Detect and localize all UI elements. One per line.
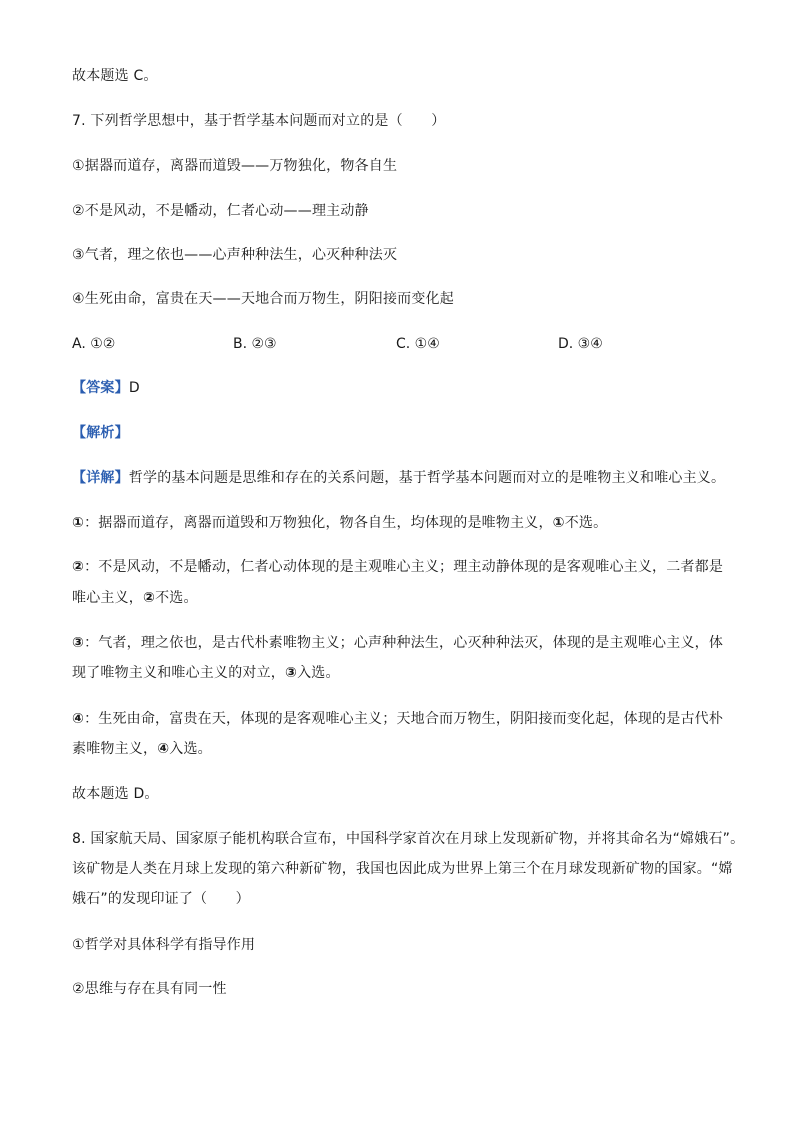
analysis-line	[72, 423, 129, 443]
explanation-4-text-cont: 素唯物主义，	[72, 741, 158, 757]
explanation-4-mark-2: ④	[157, 741, 170, 757]
explanation-4-mark: ④	[72, 711, 85, 727]
explanation-4-line-2	[72, 739, 212, 759]
option-a: A. ①②	[72, 336, 116, 352]
explanation-3-line-1	[72, 633, 723, 653]
detail-text: 哲学的基本问题是思维和存在的关系问题，基于哲学基本问题而对立的是唯物主义和唯心主义。	[128, 470, 726, 486]
answer-line	[72, 378, 140, 398]
explanation-3-line-2	[72, 663, 340, 683]
option-c: C. ①④	[396, 336, 440, 352]
question-8-statement-1: ①哲学对具体科学有指导作用	[72, 937, 256, 953]
question-7-statement-4: ④生死由命，富贵在天——天地合而万物生，阴阳接而变化起	[72, 291, 454, 307]
answer-value: D	[128, 380, 140, 396]
explanation-1-text: ：据器而道存，离器而道毁和万物独化，物各自生，均体现的是唯物主义，	[84, 515, 553, 531]
question-7-statement-3: ③气者，理之依也——心声种种法生，心灭种种法灭	[72, 247, 398, 263]
question-7-statement-2: ②不是风动，不是幡动，仁者心动——理主动静	[72, 203, 369, 219]
explanation-3-mark-2: ③	[285, 665, 298, 681]
explanation-3-text-cont: 现了唯物主义和唯心主义的对立，	[72, 665, 285, 681]
explanation-2-mark: ②	[72, 559, 85, 575]
explanation-4-verdict: 入选。	[169, 741, 212, 757]
analysis-tag: 【解析】	[72, 425, 129, 441]
question-8-stem-line-1: 8. 国家航天局、国家原子能机构联合宣布，中国科学家首次在月球上发现新矿物，并将其命名为“嫦娥石”。	[72, 831, 745, 847]
explanation-3-verdict: 入选。	[297, 665, 340, 681]
explanation-2-line-1	[72, 557, 723, 577]
question-8-statement-2: ②思维与存在具有同一性	[72, 981, 227, 997]
explanation-1	[72, 513, 607, 533]
detail-tag: 【详解】	[72, 470, 129, 486]
explanation-2-line-2	[72, 588, 198, 608]
explanation-4-line-1	[72, 709, 723, 729]
option-b: B. ②③	[233, 336, 277, 352]
explanation-2-text-cont: 唯心主义，	[72, 590, 143, 606]
explanation-3-mark: ③	[72, 635, 85, 651]
previous-conclusion: 故本题选 C。	[72, 68, 158, 84]
explanation-2-text: ：不是风动，不是幡动，仁者心动体现的是主观唯心主义；理主动静体现的是客观唯心主义，二者都是	[84, 559, 724, 575]
question-7-stem: 7. 下列哲学思想中，基于哲学基本问题而对立的是（ ）	[72, 113, 446, 129]
option-d: D. ③④	[558, 336, 603, 352]
answer-tag: 【答案】	[72, 380, 129, 396]
question-8-stem-line-2: 该矿物是人类在月球上发现的第六种新矿物，我国也因此成为世界上第三个在月球发现新矿物的国家。“嫦	[72, 861, 733, 877]
explanation-1-mark: ①	[72, 515, 85, 531]
explanation-3-text: ：气者，理之依也，是古代朴素唯物主义；心声种种法生，心灭种种法灭，体现的是主观唯心主义，体	[84, 635, 724, 651]
explanation-2-mark-2: ②	[143, 590, 156, 606]
explanation-2-verdict: 不选。	[155, 590, 198, 606]
explanation-1-verdict: 不选。	[564, 515, 608, 531]
question-7-conclusion: 故本题选 D。	[72, 786, 159, 802]
explanation-4-text: ：生死由命，富贵在天，体现的是客观唯心主义；天地合而万物生，阴阳接而变化起，体现的是古代朴	[84, 711, 724, 727]
detail-line	[72, 468, 725, 488]
question-8-stem-line-3: 娥石”的发现印证了（ ）	[72, 891, 250, 907]
explanation-1-mark-2: ①	[552, 515, 565, 531]
question-7-statement-1: ①据器而道存，离器而道毁——万物独化，物各自生	[72, 158, 398, 174]
